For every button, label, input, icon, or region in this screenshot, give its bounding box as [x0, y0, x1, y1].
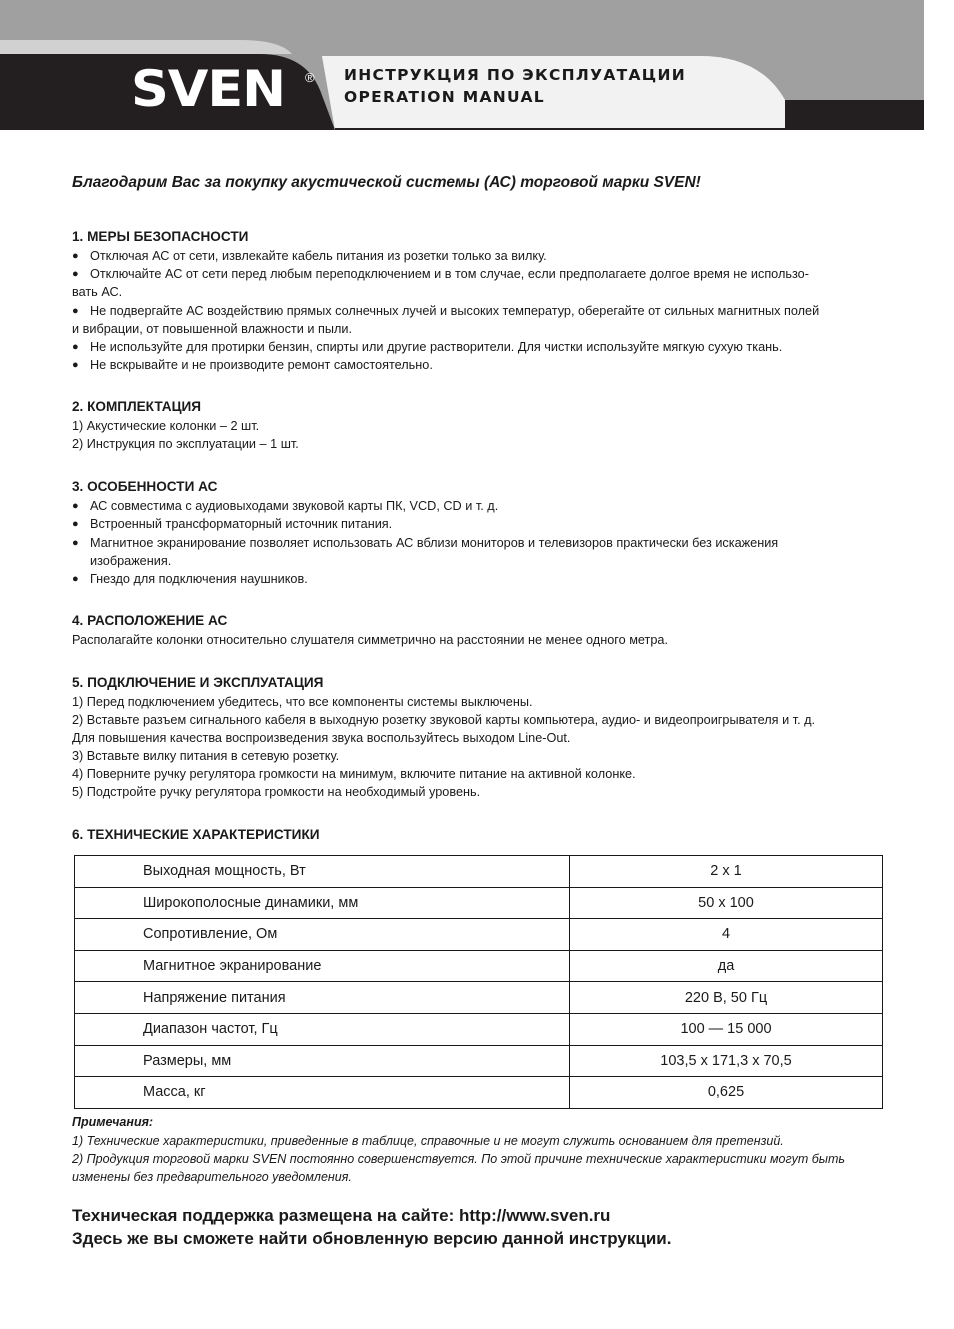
notes-title: Примечания: [72, 1115, 154, 1129]
spec-value: 103,5 x 171,3 x 70,5 [570, 1045, 883, 1077]
note-line: изменены без предварительного уведомления. [72, 1170, 352, 1184]
table-row [75, 919, 883, 951]
safety-item: ● Не вскрывайте и не производите ремонт самостоятельно. [72, 356, 433, 374]
safety-item: ● Не используйте для протирки бензин, спирты или другие растворители. Для чистки используйте мягкую сухую ткань. [72, 338, 782, 356]
support-line-1: Техническая поддержка размещена на сайте: http://www.sven.ru [72, 1206, 611, 1225]
safety-item-continued: и вибрации, от повышенной влажности и пыли. [72, 322, 352, 336]
spec-param: Магнитное экранирование [75, 950, 570, 982]
connection-step: 3) Вставьте вилку питания в сетевую розетку. [72, 749, 340, 763]
spec-param: Напряжение питания [75, 982, 570, 1014]
safety-item: ● Отключайте АС от сети перед любым переподключением и в том случае, если предполагаете долгое время не использо- [72, 265, 809, 283]
table-row [75, 1013, 883, 1045]
safety-item: ● Не подвергайте АС воздействию прямых солнечных лучей и высоких температур, оберегайте от сильных магнитных полей [72, 302, 819, 320]
connection-step: 2) Вставьте разъем сигнального кабеля в выходную розетку звуковой карты компьютера, аудио- и видеопроигрывателя и т. д. [72, 713, 816, 727]
table-row [75, 887, 883, 919]
section-heading-placement: 4. РАСПОЛОЖЕНИЕ АС [72, 613, 228, 628]
spec-param: Выходная мощность, Вт [75, 856, 570, 888]
connection-step: 1) Перед подключением убедитесь, что все компоненты системы выключены. [72, 695, 533, 709]
spec-param: Широкополосные динамики, мм [75, 887, 570, 919]
placement-text: Располагайте колонки относительно слушателя симметрично на расстоянии не менее одного метра. [72, 633, 669, 647]
note-line: 2) Продукция торговой марки SVEN постоянно совершенствуется. По этой причине технические характеристики могут быть [72, 1152, 845, 1166]
header-title-ru: ИНСТРУКЦИЯ ПО ЭКСПЛУАТАЦИИ [344, 66, 687, 84]
page-header [0, 0, 924, 130]
section-heading-connection: 5. ПОДКЛЮЧЕНИЕ И ЭКСПЛУАТАЦИЯ [72, 675, 324, 690]
connection-step: Для повышения качества воспроизведения звука воспользуйтесь выходом Line-Out. [72, 731, 571, 745]
feature-item: ● Встроенный трансформаторный источник питания. [72, 515, 392, 533]
support-line-2: Здесь же вы сможете найти обновленную версию данной инструкции. [72, 1229, 672, 1248]
note-line: 1) Технические характеристики, приведенные в таблице, справочные и не могут служить основанием для претензий. [72, 1134, 784, 1148]
table-row [75, 856, 883, 888]
safety-item-continued: вать АС. [72, 285, 123, 299]
spec-value: 100 — 15 000 [570, 1013, 883, 1045]
package-item: 1) Акустические колонки – 2 шт. [72, 419, 260, 433]
table-row [75, 982, 883, 1014]
spec-value: 4 [570, 919, 883, 951]
spec-value: 0,625 [570, 1077, 883, 1109]
feature-item: ● Магнитное экранирование позволяет использовать АС вблизи мониторов и телевизоров практически без искажения [72, 534, 778, 552]
spec-value: 50 x 100 [570, 887, 883, 919]
feature-item: ● Гнездо для подключения наушников. [72, 570, 308, 588]
spec-param: Диапазон частот, Гц [75, 1013, 570, 1045]
section-heading-specs: 6. ТЕХНИЧЕСКИЕ ХАРАКТЕРИСТИКИ [72, 827, 320, 842]
feature-item-continued: изображения. [90, 554, 172, 568]
table-row [75, 1045, 883, 1077]
section-heading-safety: 1. МЕРЫ БЕЗОПАСНОСТИ [72, 229, 249, 244]
connection-step: 4) Поверните ручку регулятора громкости на минимум, включите питание на активной колонке. [72, 767, 636, 781]
spec-param: Сопротивление, Ом [75, 919, 570, 951]
section-heading-package: 2. КОМПЛЕКТАЦИЯ [72, 399, 202, 414]
spec-param: Масса, кг [75, 1077, 570, 1109]
registered-mark: ® [305, 70, 315, 85]
table-row [75, 1077, 883, 1109]
feature-item: ● АС совместима с аудиовыходами звуковой карты ПК, VCD, CD и т. д. [72, 497, 498, 515]
header-title-en: OPERATION MANUAL [344, 88, 545, 106]
spec-value: да [570, 950, 883, 982]
package-item: 2) Инструкция по эксплуатации – 1 шт. [72, 437, 299, 451]
spec-value: 2 x 1 [570, 856, 883, 888]
thanks-message: Благодарим Вас за покупку акустической системы (АС) торговой марки SVEN! [72, 174, 701, 191]
section-heading-features: 3. ОСОБЕННОСТИ АС [72, 479, 218, 494]
safety-item: ● Отключая АС от сети, извлекайте кабель питания из розетки только за вилку. [72, 247, 547, 265]
spec-param: Размеры, мм [75, 1045, 570, 1077]
table-row [75, 950, 883, 982]
spec-value: 220 В, 50 Гц [570, 982, 883, 1014]
specs-table [74, 855, 883, 1109]
connection-step: 5) Подстройте ручку регулятора громкости на необходимый уровень. [72, 785, 481, 799]
sven-logo: SVEN [131, 60, 286, 118]
